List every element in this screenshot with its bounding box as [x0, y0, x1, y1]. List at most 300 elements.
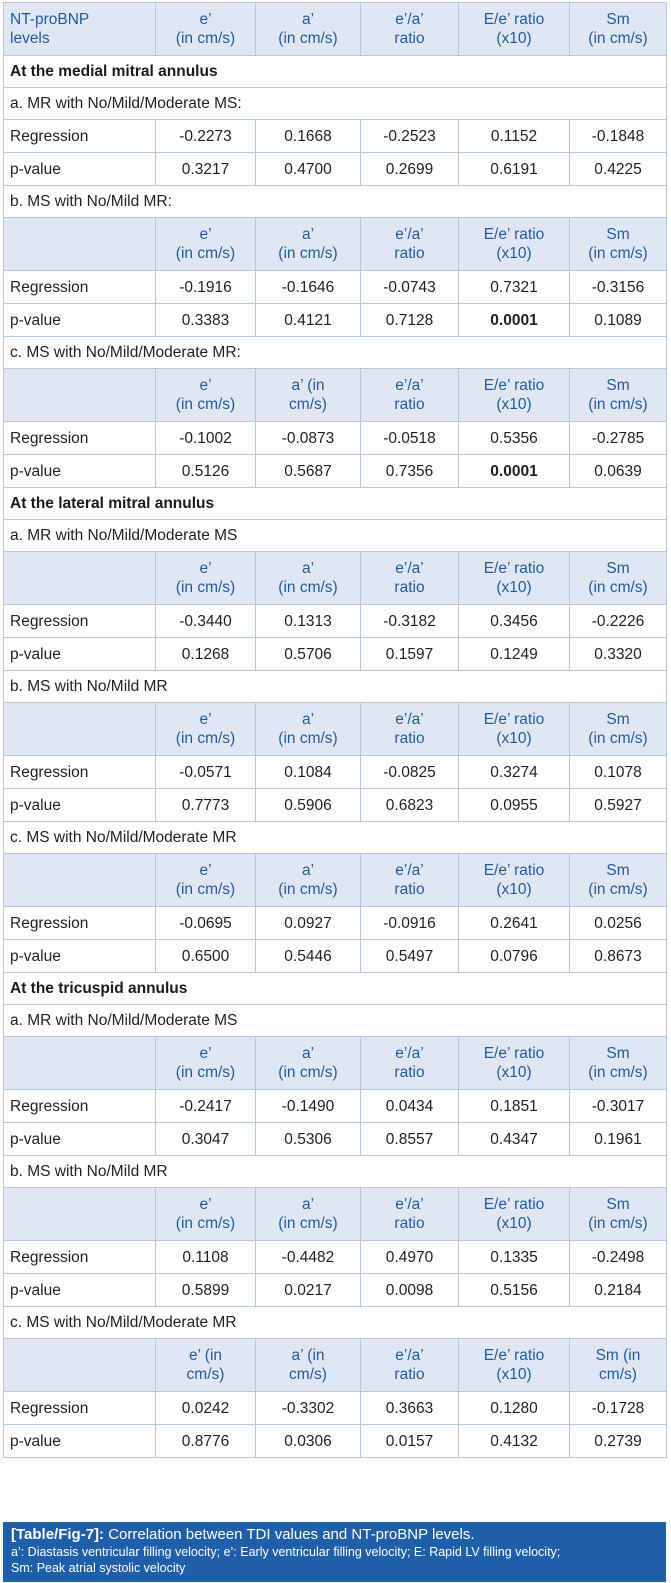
value-cell: 0.1152: [459, 120, 570, 153]
row-label: p-value: [4, 1123, 156, 1156]
header-text-line: e’/a’: [395, 711, 424, 728]
header-text-line: Sm: [606, 862, 630, 879]
value-cell: 0.4132: [459, 1425, 570, 1458]
header-cell: [570, 218, 667, 271]
header-text-line: ratio: [394, 1064, 425, 1081]
table-row: [4, 605, 667, 638]
table-caption: [3, 1522, 666, 1582]
value-cell: -0.3156: [570, 271, 667, 304]
header-cell-label: [4, 552, 156, 605]
header-text-line: ratio: [394, 1215, 425, 1232]
header-cell: [459, 703, 570, 756]
table-row: [4, 304, 667, 337]
header-text-line: Sm: [606, 11, 630, 28]
header-text-line: e’/a’: [395, 1045, 424, 1062]
caption-abbreviations-1: a’: Diastasis ventricular filling velocity; e’: Early ventricular filling velocity; E: Rapid LV filling velocity;: [11, 1545, 561, 1559]
header-cell: [156, 3, 256, 56]
header-cell: [256, 703, 361, 756]
header-text-line: (in cm/s): [175, 881, 236, 898]
section-heading-row: [4, 488, 667, 520]
header-text-line: (in cm/s): [278, 881, 338, 898]
header-text-line: Sm: [606, 1196, 630, 1213]
value-cell: 0.3217: [156, 153, 256, 186]
value-cell: 0.5156: [459, 1274, 570, 1307]
subgroup-heading-row: [4, 1307, 667, 1339]
header-text-line: Sm (in: [595, 1347, 641, 1364]
header-text-line: e’: [199, 1045, 212, 1062]
table-row: [4, 638, 667, 671]
header-text-line: (in cm/s): [588, 881, 648, 898]
header-cell: [256, 1188, 361, 1241]
value-cell: 0.1089: [570, 304, 667, 337]
header-text-line: (x10): [496, 1366, 532, 1383]
value-cell: 0.6191: [459, 153, 570, 186]
header-cell: [459, 1188, 570, 1241]
value-cell: 0.6823: [361, 789, 459, 822]
header-text-line: (x10): [496, 1215, 532, 1232]
header-text-line: (x10): [496, 30, 532, 47]
header-text-line: e’: [199, 377, 212, 394]
header-cell-label: [4, 369, 156, 422]
header-cell: [570, 1339, 667, 1392]
value-cell: 0.5687: [256, 455, 361, 488]
header-text-line: (x10): [496, 245, 532, 262]
value-cell: -0.0916: [361, 907, 459, 940]
header-text-line: cm/s): [289, 396, 327, 413]
value-cell: 0.4347: [459, 1123, 570, 1156]
header-text-line: Sm: [606, 377, 630, 394]
value-cell: -0.3017: [570, 1090, 667, 1123]
value-cell: 0.0434: [361, 1090, 459, 1123]
value-cell: -0.1848: [570, 120, 667, 153]
header-cell: [570, 854, 667, 907]
column-header-row: [4, 1188, 667, 1241]
header-text-line: (in cm/s): [175, 30, 236, 47]
table-row: [4, 1123, 667, 1156]
tdi-correlation-table: [3, 2, 667, 1458]
value-cell: -0.0518: [361, 422, 459, 455]
table-row: [4, 940, 667, 973]
value-cell: 0.5306: [256, 1123, 361, 1156]
table-row: [4, 1241, 667, 1274]
section-heading: At the tricuspid annulus: [4, 973, 667, 1005]
subgroup-heading-row: [4, 1156, 667, 1188]
header-text-line: a’: [301, 862, 315, 879]
value-cell: -0.2226: [570, 605, 667, 638]
header-text-line: (in cm/s): [588, 579, 648, 596]
header-cell: [459, 369, 570, 422]
value-cell: -0.0571: [156, 756, 256, 789]
header-text-line: e’/a’: [395, 1196, 424, 1213]
header-cell: [156, 703, 256, 756]
value-cell: 0.2699: [361, 153, 459, 186]
value-cell: 0.5706: [256, 638, 361, 671]
subgroup-heading-row: [4, 1005, 667, 1037]
header-text-line: (x10): [496, 579, 532, 596]
value-cell: 0.0157: [361, 1425, 459, 1458]
header-cell: [361, 1037, 459, 1090]
header-text-line: e’/a’: [395, 862, 424, 879]
value-cell: -0.3182: [361, 605, 459, 638]
table-row: [4, 1274, 667, 1307]
row-label: Regression: [4, 605, 156, 638]
header-text-line: E/e’ ratio: [483, 711, 545, 728]
header-cell-label: [4, 3, 156, 56]
header-cell: [256, 3, 361, 56]
header-cell: [156, 1037, 256, 1090]
subgroup-heading: a. MR with No/Mild/Moderate MS: [4, 520, 667, 552]
value-cell: -0.4482: [256, 1241, 361, 1274]
header-text-line: ratio: [394, 396, 425, 413]
value-cell: -0.2523: [361, 120, 459, 153]
header-text-line: E/e’ ratio: [483, 1347, 545, 1364]
header-text-line: Sm: [606, 1045, 630, 1062]
header-text-line: Sm: [606, 560, 630, 577]
value-cell: -0.1490: [256, 1090, 361, 1123]
value-cell: 0.1280: [459, 1392, 570, 1425]
row-label: Regression: [4, 1241, 156, 1274]
column-header-row: [4, 218, 667, 271]
header-text-line: (in cm/s): [175, 730, 236, 747]
header-cell: [361, 218, 459, 271]
column-header-row: [4, 552, 667, 605]
value-cell: -0.3440: [156, 605, 256, 638]
header-cell: [361, 369, 459, 422]
value-cell: -0.2498: [570, 1241, 667, 1274]
header-cell: [256, 552, 361, 605]
header-text-line: (x10): [496, 396, 532, 413]
value-cell: 0.1668: [256, 120, 361, 153]
column-header-row: [4, 703, 667, 756]
header-text-line: ratio: [394, 730, 425, 747]
header-text-line: cm/s): [289, 1366, 327, 1383]
value-cell: 0.3047: [156, 1123, 256, 1156]
header-text-line: (in cm/s): [588, 730, 648, 747]
row-label: p-value: [4, 304, 156, 337]
header-text-line: E/e’ ratio: [483, 1045, 545, 1062]
table-row: [4, 455, 667, 488]
header-cell: [361, 552, 459, 605]
value-cell: 0.7773: [156, 789, 256, 822]
header-text-line: E/e’ ratio: [483, 226, 545, 243]
value-cell: 0.3663: [361, 1392, 459, 1425]
table-row: [4, 789, 667, 822]
column-header-row: [4, 1037, 667, 1090]
header-text-line: e’/a’: [395, 377, 424, 394]
header-text-line: E/e’ ratio: [483, 862, 545, 879]
header-cell: [256, 1339, 361, 1392]
value-cell: 0.5126: [156, 455, 256, 488]
row-label: p-value: [4, 455, 156, 488]
value-cell: 0.4700: [256, 153, 361, 186]
row-label: Regression: [4, 422, 156, 455]
table-row: [4, 756, 667, 789]
header-text-line: a’: [301, 11, 315, 28]
header-text-line: e’: [199, 1196, 212, 1213]
value-cell: 0.1961: [570, 1123, 667, 1156]
column-header-row: [4, 854, 667, 907]
value-cell: 0.2184: [570, 1274, 667, 1307]
header-text-line: e’ (in: [188, 1347, 223, 1364]
value-cell: 0.1851: [459, 1090, 570, 1123]
value-cell: 0.5906: [256, 789, 361, 822]
header-cell: [256, 369, 361, 422]
header-text-line: (in cm/s): [278, 579, 338, 596]
header-cell-label: [4, 1037, 156, 1090]
row-label: Regression: [4, 756, 156, 789]
header-text-line: e’: [199, 560, 212, 577]
header-text-line: (in cm/s): [278, 1215, 338, 1232]
section-heading: At the medial mitral annulus: [4, 56, 667, 88]
value-cell: -0.3302: [256, 1392, 361, 1425]
value-cell: 0.5356: [459, 422, 570, 455]
value-cell: 0.4970: [361, 1241, 459, 1274]
value-cell: -0.2785: [570, 422, 667, 455]
row-label: p-value: [4, 638, 156, 671]
caption-title: Correlation between TDI values and NT-proBNP levels.: [108, 1526, 475, 1543]
header-text-line: ratio: [394, 881, 425, 898]
row-label: Regression: [4, 907, 156, 940]
header-text-line: (x10): [496, 881, 532, 898]
header-text-line: (in cm/s): [278, 730, 338, 747]
table-row: [4, 120, 667, 153]
header-text-line: (in cm/s): [278, 1064, 338, 1081]
subgroup-heading-row: [4, 822, 667, 854]
header-text-line: levels: [10, 30, 50, 47]
header-text-line: E/e’ ratio: [483, 11, 545, 28]
header-cell-label: [4, 218, 156, 271]
value-cell: 0.3456: [459, 605, 570, 638]
header-text-line: a’: [301, 226, 315, 243]
value-cell: 0.6500: [156, 940, 256, 973]
section-heading: At the lateral mitral annulus: [4, 488, 667, 520]
header-text-line: e’/a’: [395, 560, 424, 577]
subgroup-heading: a. MR with No/Mild/Moderate MS: [4, 1005, 667, 1037]
header-text-line: NT-proBNP: [10, 11, 90, 28]
value-cell: 0.7356: [361, 455, 459, 488]
header-cell: [570, 552, 667, 605]
value-cell: 0.1084: [256, 756, 361, 789]
value-cell: 0.1078: [570, 756, 667, 789]
value-cell: 0.4225: [570, 153, 667, 186]
header-cell: [156, 218, 256, 271]
header-text-line: cm/s): [186, 1366, 225, 1383]
header-text-line: e’: [199, 711, 212, 728]
header-text-line: a’ (in: [291, 377, 325, 394]
value-cell: 0.8557: [361, 1123, 459, 1156]
value-cell: -0.0743: [361, 271, 459, 304]
header-cell: [256, 1037, 361, 1090]
column-header-row: [4, 369, 667, 422]
value-cell: 0.1268: [156, 638, 256, 671]
value-cell: -0.2417: [156, 1090, 256, 1123]
value-cell: 0.2739: [570, 1425, 667, 1458]
header-cell-label: [4, 1188, 156, 1241]
subgroup-heading: a. MR with No/Mild/Moderate MS:: [4, 88, 667, 120]
header-text-line: a’: [301, 711, 315, 728]
header-text-line: a’: [301, 1045, 315, 1062]
header-cell: [361, 703, 459, 756]
header-text-line: e’: [199, 862, 212, 879]
header-text-line: ratio: [394, 579, 425, 596]
header-cell: [361, 1188, 459, 1241]
header-cell: [361, 1339, 459, 1392]
header-cell: [459, 1037, 570, 1090]
value-cell: 0.1597: [361, 638, 459, 671]
header-text-line: ratio: [394, 30, 425, 47]
value-cell: 0.4121: [256, 304, 361, 337]
value-cell: 0.8776: [156, 1425, 256, 1458]
subgroup-heading: b. MS with No/Mild MR: [4, 671, 667, 703]
subgroup-heading-row: [4, 186, 667, 218]
header-cell: [459, 552, 570, 605]
header-text-line: (in cm/s): [588, 30, 648, 47]
header-text-line: (in cm/s): [175, 396, 236, 413]
header-text-line: e’: [199, 11, 212, 28]
header-cell-label: [4, 854, 156, 907]
value-cell: 0.7128: [361, 304, 459, 337]
value-cell: 0.1108: [156, 1241, 256, 1274]
header-cell: [156, 552, 256, 605]
value-cell: 0.2641: [459, 907, 570, 940]
value-cell: -0.2273: [156, 120, 256, 153]
header-cell: [459, 1339, 570, 1392]
subgroup-heading-row: [4, 88, 667, 120]
row-label: p-value: [4, 1425, 156, 1458]
header-text-line: (in cm/s): [175, 245, 236, 262]
table-row: [4, 271, 667, 304]
table-row: [4, 422, 667, 455]
header-cell: [459, 3, 570, 56]
header-cell: [156, 1188, 256, 1241]
header-text-line: (in cm/s): [588, 1064, 648, 1081]
caption-abbreviations-2: Sm: Peak atrial systolic velocity: [11, 1561, 186, 1575]
row-label: Regression: [4, 271, 156, 304]
row-label: p-value: [4, 940, 156, 973]
value-cell: 0.1313: [256, 605, 361, 638]
header-cell: [570, 3, 667, 56]
subgroup-heading: b. MS with No/Mild MR: [4, 1156, 667, 1188]
row-label: Regression: [4, 1090, 156, 1123]
value-cell: 0.0001: [459, 304, 570, 337]
value-cell: -0.1728: [570, 1392, 667, 1425]
value-cell: 0.8673: [570, 940, 667, 973]
value-cell: -0.0873: [256, 422, 361, 455]
value-cell: 0.0256: [570, 907, 667, 940]
header-cell: [459, 218, 570, 271]
header-cell: [256, 218, 361, 271]
header-text-line: a’: [301, 560, 315, 577]
header-text-line: (in cm/s): [175, 579, 236, 596]
value-cell: 0.5497: [361, 940, 459, 973]
value-cell: 0.3383: [156, 304, 256, 337]
header-cell: [570, 703, 667, 756]
value-cell: 0.0955: [459, 789, 570, 822]
header-text-line: Sm: [606, 226, 630, 243]
header-text-line: a’ (in: [291, 1347, 325, 1364]
header-text-line: E/e’ ratio: [483, 377, 545, 394]
table-row: [4, 153, 667, 186]
value-cell: 0.7321: [459, 271, 570, 304]
header-text-line: (x10): [496, 1064, 532, 1081]
value-cell: 0.0098: [361, 1274, 459, 1307]
header-text-line: e’/a’: [395, 226, 424, 243]
header-text-line: cm/s): [599, 1366, 637, 1383]
value-cell: -0.1002: [156, 422, 256, 455]
subgroup-heading: c. MS with No/Mild/Moderate MR: [4, 822, 667, 854]
header-text-line: Sm: [606, 711, 630, 728]
row-label: p-value: [4, 153, 156, 186]
header-text-line: ratio: [394, 245, 425, 262]
header-text-line: E/e’ ratio: [483, 1196, 545, 1213]
table-row: [4, 907, 667, 940]
value-cell: 0.5899: [156, 1274, 256, 1307]
value-cell: 0.0639: [570, 455, 667, 488]
section-heading-row: [4, 973, 667, 1005]
header-cell-label: [4, 703, 156, 756]
value-cell: 0.5927: [570, 789, 667, 822]
header-text-line: E/e’ ratio: [483, 560, 545, 577]
header-text-line: e’: [199, 226, 212, 243]
header-cell: [459, 854, 570, 907]
header-text-line: (in cm/s): [278, 30, 338, 47]
header-text-line: (in cm/s): [278, 245, 338, 262]
header-text-line: (in cm/s): [175, 1064, 236, 1081]
table-row: [4, 1090, 667, 1123]
table-row: [4, 1425, 667, 1458]
header-text-line: a’: [301, 1196, 315, 1213]
header-cell: [570, 1188, 667, 1241]
column-header-row: [4, 3, 667, 56]
value-cell: 0.0796: [459, 940, 570, 973]
value-cell: 0.3320: [570, 638, 667, 671]
value-cell: 0.1249: [459, 638, 570, 671]
header-text-line: (in cm/s): [175, 1215, 236, 1232]
header-cell: [361, 854, 459, 907]
value-cell: 0.0306: [256, 1425, 361, 1458]
header-cell: [570, 369, 667, 422]
value-cell: 0.3274: [459, 756, 570, 789]
subgroup-heading: c. MS with No/Mild/Moderate MR: [4, 1307, 667, 1339]
value-cell: 0.5446: [256, 940, 361, 973]
header-text-line: (in cm/s): [588, 396, 648, 413]
table-body: [4, 3, 667, 1458]
subgroup-heading: b. MS with No/Mild MR:: [4, 186, 667, 218]
value-cell: 0.0927: [256, 907, 361, 940]
value-cell: 0.0217: [256, 1274, 361, 1307]
section-heading-row: [4, 56, 667, 88]
subgroup-heading: c. MS with No/Mild/Moderate MR:: [4, 337, 667, 369]
value-cell: 0.0242: [156, 1392, 256, 1425]
row-label: Regression: [4, 120, 156, 153]
row-label: p-value: [4, 1274, 156, 1307]
header-cell-label: [4, 1339, 156, 1392]
subgroup-heading-row: [4, 337, 667, 369]
value-cell: -0.0695: [156, 907, 256, 940]
value-cell: 0.0001: [459, 455, 570, 488]
caption-title-line: [11, 1526, 658, 1544]
value-cell: -0.1916: [156, 271, 256, 304]
header-cell: [256, 854, 361, 907]
header-cell: [156, 1339, 256, 1392]
value-cell: -0.0825: [361, 756, 459, 789]
header-cell: [156, 854, 256, 907]
header-cell: [570, 1037, 667, 1090]
caption-tag: [Table/Fig-7]:: [11, 1526, 105, 1543]
header-text-line: (x10): [496, 730, 532, 747]
header-text-line: (in cm/s): [588, 245, 648, 262]
header-text-line: e’/a’: [395, 11, 424, 28]
